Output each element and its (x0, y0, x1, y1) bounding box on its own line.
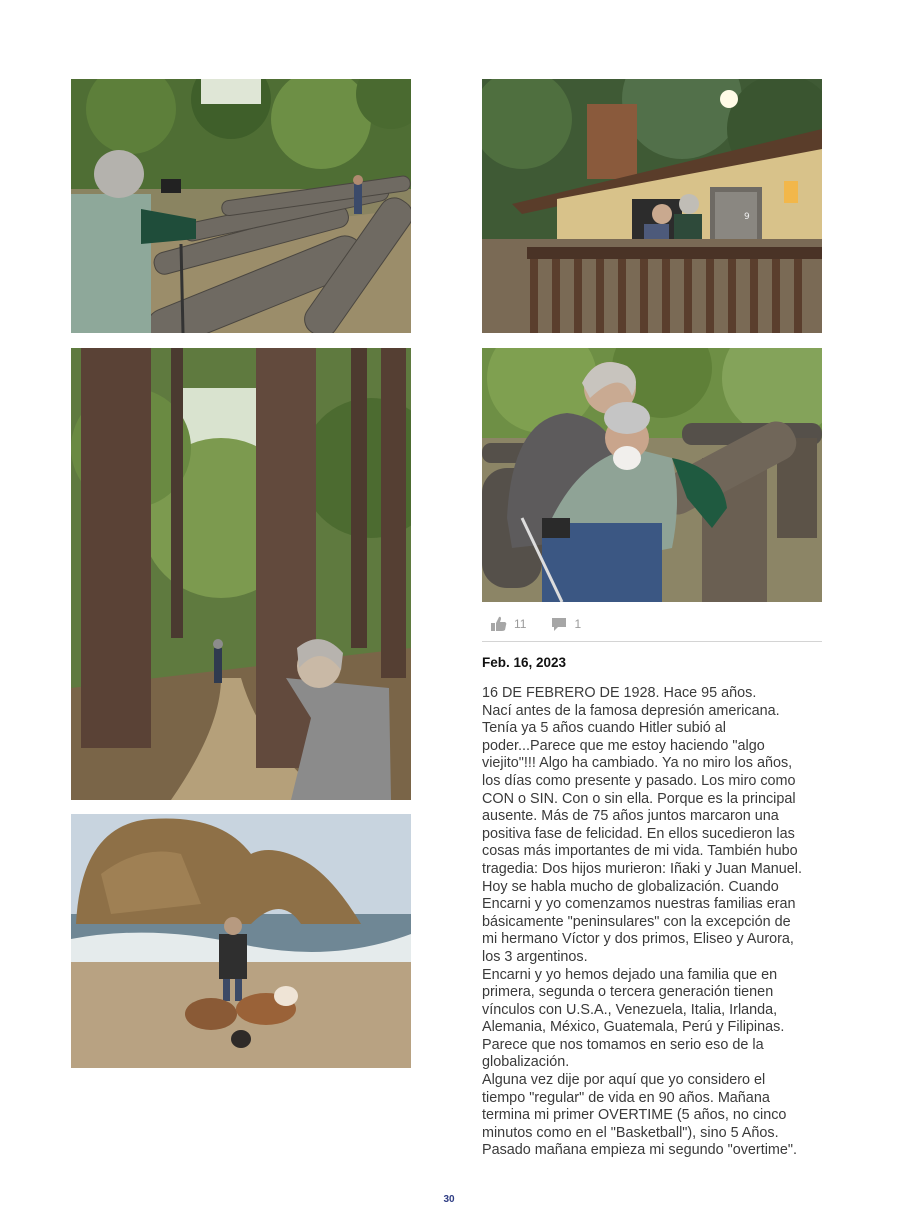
photo-couple-on-log (482, 348, 822, 602)
post-line: minutos como en el "Basketball"), sino 5 Años. (482, 1124, 779, 1141)
post-line: Tenía ya 5 años cuando Hitler subió al (482, 720, 726, 737)
divider (482, 641, 822, 642)
cabin-door-number: 9 (744, 212, 750, 222)
post-line: vínculos con U.S.A., Venezuela, Italia, Irlanda, (482, 1001, 778, 1018)
post-line: ausente. Más de 75 años juntos marcaron una (482, 808, 779, 825)
post-reactions (490, 614, 605, 634)
post-line: los días como presente y pasado. Los miro como (482, 772, 796, 789)
post-line: cosas más importantes de mi vida. También hubo (482, 843, 798, 860)
post-line: Alemania, México, Guatemala, Perú y Filipinas. (482, 1019, 785, 1036)
post-date: Feb. 16, 2023 (482, 655, 567, 670)
thumbs-up-icon[interactable] (490, 615, 508, 633)
post-line: Encarni y yo hemos dejado una familia que en (482, 966, 778, 983)
post-line: tragedia: Dos hijos murieron: Iñaki y Juan Manuel. (482, 860, 802, 877)
post-line: termina mi primer OVERTIME (5 años, no cinco (482, 1107, 787, 1124)
photo-cabin-porch (482, 79, 822, 333)
post-line: Encarni y yo comenzamos nuestras familias eran (482, 896, 796, 913)
post-line: los 3 argentinos. (482, 948, 588, 965)
post-line: poder...Parece que me estoy haciendo "algo (482, 737, 765, 754)
post-line: globalización. (482, 1054, 570, 1071)
page-number: 30 (443, 1194, 455, 1205)
post-line: primera, segunda o tercera generación tienen (482, 984, 774, 1001)
post-line: tiempo "regular" de vida en 90 años. Mañana (482, 1089, 770, 1106)
post-line: Pasado mañana empieza mi segundo "overtime". (482, 1142, 797, 1159)
post-body (482, 685, 827, 1160)
post-line: Alguna vez dije por aquí que yo considero el (482, 1072, 766, 1089)
comment-count: 1 (574, 617, 582, 631)
post-line: Hoy se habla mucho de globalización. Cuando (482, 878, 779, 895)
post-line: mi hermano Víctor y dos primos, Eliseo y Aurora, (482, 931, 794, 948)
post-line: positiva fase de felicidad. En ellos sucedieron las (482, 825, 795, 842)
post-line: básicamente "peninsulares" con la excepción de (482, 913, 791, 930)
post-line: Nací antes de la famosa depresión americana. (482, 702, 780, 719)
like-count: 11 (514, 617, 527, 631)
post-line: 16 DE FEBRERO DE 1928. Hace 95 años. (482, 685, 757, 701)
photo-redwood-trail (71, 348, 411, 800)
comment-icon[interactable] (550, 615, 568, 633)
photo-beach-arch-dogs (71, 814, 411, 1068)
post-line: CON o SIN. Con o sin ella. Porque es la principal (482, 790, 796, 807)
photo-log-maze-photographer (71, 79, 411, 333)
post-line: Parece que nos tomamos en serio eso de la (482, 1036, 764, 1053)
post-line: viejito"!!! Algo ha cambiado. Ya no miro los años, (482, 755, 793, 772)
